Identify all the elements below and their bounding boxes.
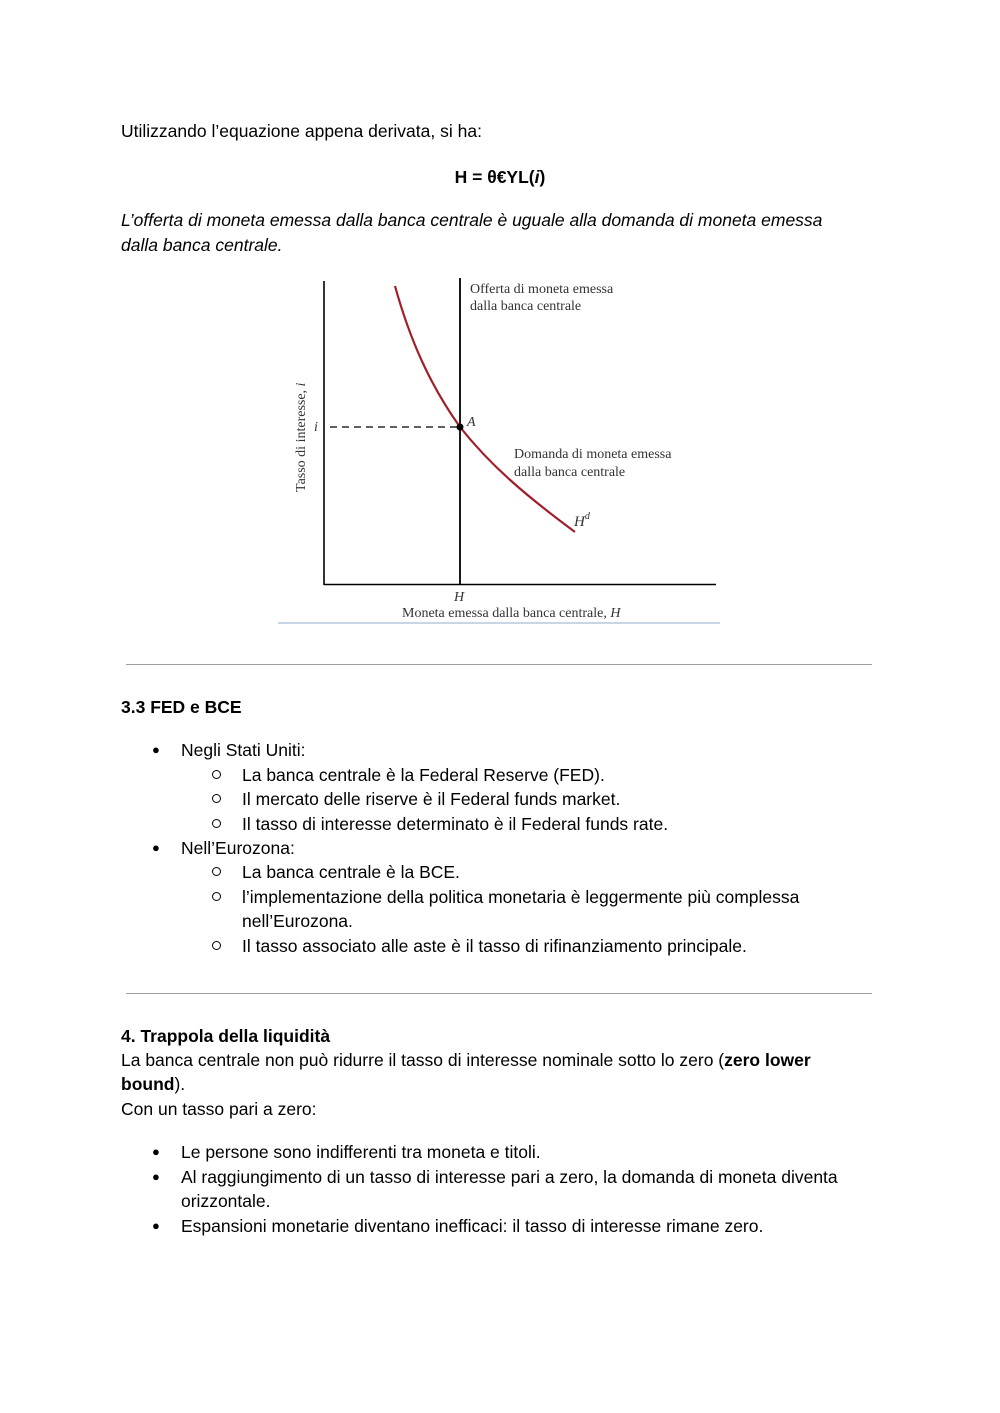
list-item-eurozone: Nell’Eurozona: [181,838,295,858]
sub-bullet-circle [212,867,221,876]
section-4-paragraph-line-1: La banca centrale non può ridurre il tasso di interesse nominale sotto lo zero (zero lower [121,1050,811,1070]
sub-bullet-circle [212,770,221,779]
list-item-usa: Negli Stati Uniti: [181,740,306,760]
bullet-dot: ● [152,1169,160,1184]
list-item: Espansioni monetarie diventano inefficaci: il tasso di interesse rimane zero. [181,1216,764,1236]
section-4-title: 4. Trappola della liquidità [121,1026,331,1046]
bullet-dot: ● [152,1144,160,1159]
sub-item: La banca centrale è la BCE. [242,862,460,882]
sub-item: Il tasso di interesse determinato è il Federal funds rate. [242,814,669,834]
demand-label-line-1: Domanda di moneta emessa [514,447,672,462]
intro-text: Utilizzando l’equazione appena derivata, si ha: [121,121,482,141]
list-item-line-2: orizzontale. [181,1191,271,1211]
section-4-paragraph-2: Con un tasso pari a zero: [121,1099,317,1119]
list-item-line-1: Al raggiungimento di un tasso di interesse pari a zero, la domanda di moneta diventa [181,1167,838,1187]
equation-close: ) [539,167,546,187]
point-a-label: A [467,415,476,430]
supply-label-line-1: Offerta di moneta emessa [470,282,614,297]
x-tick-h: H [454,590,465,605]
statement-line-2: dalla banca centrale. [121,235,283,255]
sub-item-line-1: l’implementazione della politica monetaria è leggermente più complessa [242,887,800,907]
list-item: Le persone sono indifferenti tra moneta e titoli. [181,1142,541,1162]
section-3-3-title: 3.3 FED e BCE [121,697,242,717]
bullet-dot: ● [152,840,160,855]
sub-item: La banca centrale è la Federal Reserve (FED). [242,765,605,785]
divider [126,664,872,665]
demand-curve-label: $H^d$ [574,511,590,530]
bullet-dot: ● [152,1218,160,1233]
sub-item: Il tasso associato alle aste è il tasso di rifinanziamento principale. [242,936,747,956]
section-4-paragraph-line-2: bound). [121,1074,186,1094]
equation-var: i [534,167,540,187]
bullet-dot: ● [152,742,160,757]
sub-bullet-circle [212,794,221,803]
divider [126,993,872,994]
statement-line-1: L’offerta di moneta emessa dalla banca centrale è uguale alla domanda di moneta emessa [121,210,823,230]
sub-item: Il mercato delle riserve è il Federal funds market. [242,789,621,809]
sub-item-line-2: nell’Eurozona. [242,911,353,931]
equilibrium-point [457,424,464,431]
demand-curve [395,286,575,532]
sub-bullet-circle [212,892,221,901]
demand-label-line-2: dalla banca centrale [514,465,626,480]
sub-bullet-circle [212,941,221,950]
sub-bullet-circle [212,819,221,828]
equation-main: H = θ€YL( [454,167,535,187]
money-market-figure [0,0,1000,640]
y-axis-label: Tasso di interesse, i [294,382,309,492]
y-tick-i: i [314,420,318,435]
x-axis-label: Moneta emessa dalla banca centrale, H [402,606,621,621]
supply-label-line-2: dalla banca centrale [470,299,582,314]
